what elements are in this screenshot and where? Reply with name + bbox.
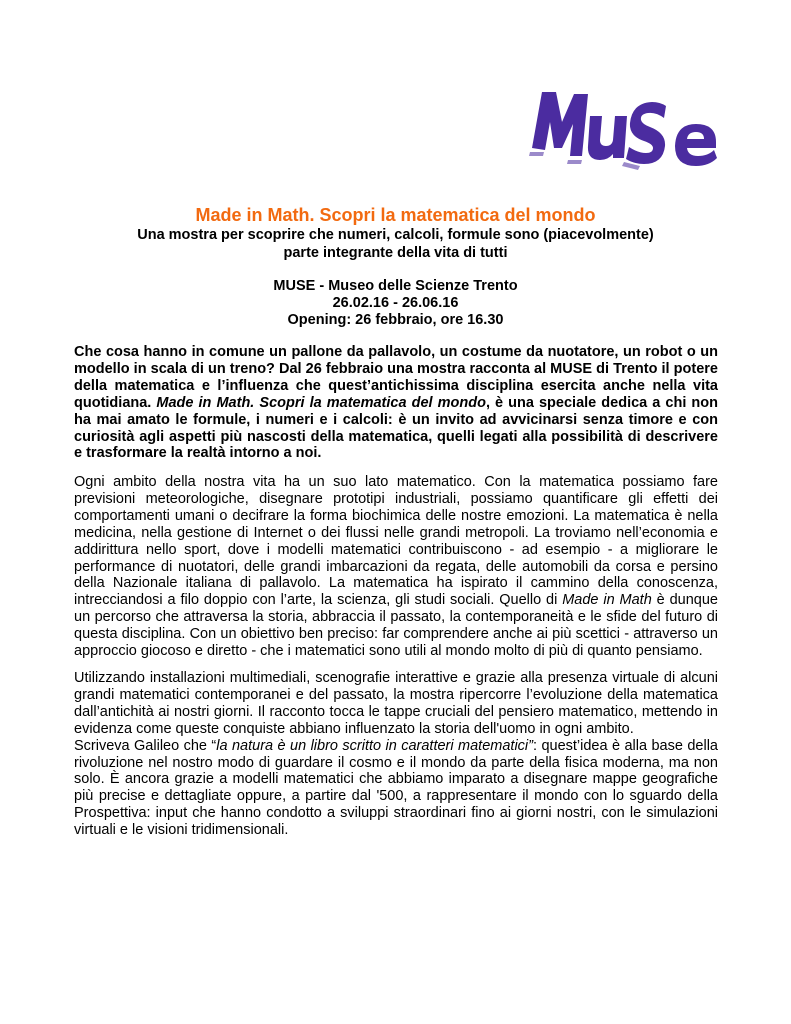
intro-paragraph — [74, 344, 718, 462]
paragraph-2 — [74, 474, 718, 660]
venue-block — [0, 278, 791, 329]
venue-name: MUSE - Museo delle Scienze Trento — [273, 278, 518, 294]
paragraph-3 — [74, 670, 718, 839]
muse-logo — [528, 86, 720, 172]
subtitle-line-1: Una mostra per scoprire che numeri, calcoli, formule sono (piacevolmente) — [137, 227, 654, 243]
p4-italic-quote: la natura è un libro scritto in caratteri matematici” — [216, 737, 533, 754]
p2-text-a: Ogni ambito della nostra vita ha un suo lato matematico. Con la matematica possiamo fare previsioni meteorologiche, disegnare prototipi industriali, possiamo quantificare gli effetti dei comportamenti umani o decifrare la forma biochimica delle nostre emozioni. La matematica è nella medicina, nella gestione di Internet o dei flussi nelle grandi metropoli. La troviamo nell’economia e addirittura nello sport, dove i modelli matematici contribuiscono - ad esempio - a migliorare le performance di nuotatori, delle grandi imbarcazioni da regata, delle automobili da corsa e persino della Nazionale italiana di pallavolo. La matematica ha ispirato il cammino della conoscenza, intrecciandosi a filo doppio con l’arte, la scienza, gli studi sociali. Quello di — [74, 474, 718, 609]
subtitle — [0, 226, 791, 262]
intro-italic-title: Made in Math. Scopri la matematica del mondo — [156, 394, 486, 411]
p4-text-a: Scriveva Galileo che “ — [74, 737, 217, 754]
subtitle-line-2: parte integrante della vita di tutti — [283, 245, 508, 261]
p2-italic: Made in Math — [562, 592, 652, 609]
venue-opening: Opening: 26 febbraio, ore 16.30 — [287, 312, 504, 328]
p4-text-b: : quest’idea è alla base della rivoluzione nel nostro modo di guardare il cosmo e il mondo da parte della fisica moderna, ma non solo. È ancora grazie a modelli matematici che abbiamo imparato a disegnare mappe geografiche più precise e dettagliate oppure, a partire dal '500, a rappresentare il mondo con lo sguardo della Prospettiva: input che hanno condotto a sviluppi straordinari fino ai giorni nostri, con le simulazioni virtuali e le visioni tridimensionali. — [74, 737, 718, 839]
page-title: Made in Math. Scopri la matematica del mondo — [195, 205, 596, 225]
intro-text-a: Che cosa hanno in comune un pallone da pallavolo, un costume da nuotatore, un robot o un modello in scala di un treno? Dal 26 febbraio una mostra racconta al MUSE di Trento il potere della matematica e l’influenza che quest’antichissima disciplina esercita anche nella vita quotidiana. — [74, 344, 718, 411]
p3-text: Utilizzando installazioni multimediali, scenografie interattive e grazie alla presenza virtuale di alcuni grandi matematici contemporanei e del passato, la mostra ripercorre l’evoluzione della matematica dall’antichità ai nostri giorni. Il racconto tocca le tappe cruciali del pensiero matematico, mettendo in evidenza come queste conquiste abbiano influenzato la storia dell'uomo in ogni ambito. — [74, 670, 718, 737]
intro-text-b: , è una speciale dedica a chi non ha mai amato le formule, i numeri e i calcoli: è un invito ad avvicinarsi senza timore e con curiosità agli aspetti più nascosti della matematica, quelli legati alla possibilità di descrivere e trasformare la realtà intorno a noi. — [74, 394, 719, 462]
venue-dates: 26.02.16 - 26.06.16 — [332, 295, 459, 311]
p2-text-b: è dunque un percorso che attraversa la storia, abbraccia il passato, la contemporaneità e le sfide del futuro di questa disciplina. Con un obiettivo ben preciso: far comprendere anche ai più scettici - attraverso un approccio giocoso e diretto - che i matematici sono utili al mondo molto di più di quanto pensiamo. — [74, 592, 718, 660]
